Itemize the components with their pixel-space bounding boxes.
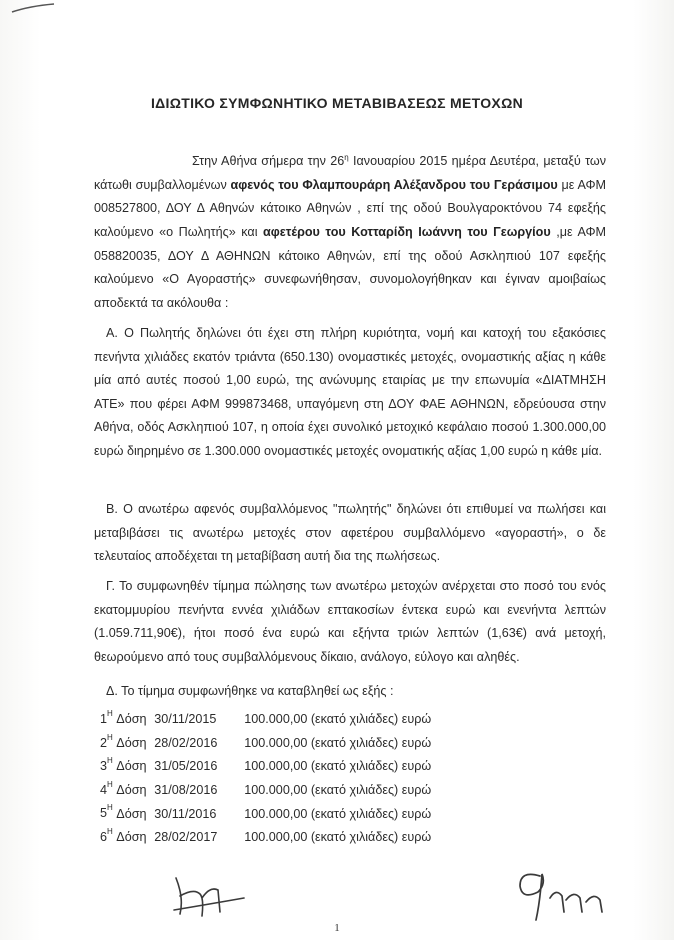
seller-name: αφενός του Φλαμπουράρη Αλέξανδρου του Γεράσιμου xyxy=(230,177,558,192)
installment-label: Δόση xyxy=(116,712,147,727)
installment-number: 6 xyxy=(100,830,108,845)
installment-number: 3 xyxy=(100,759,108,774)
installment-amount: 100.000,00 (εκατό χιλιάδες) ευρώ xyxy=(244,735,432,750)
installment-number: 4 xyxy=(100,782,108,797)
installment-amount: 100.000,00 (εκατό χιλιάδες) ευρώ xyxy=(244,712,432,727)
installment-sup: Η xyxy=(107,756,113,766)
installment-row xyxy=(100,775,431,799)
buyer-signature xyxy=(510,862,620,924)
clause-b-text: Β. Ο ανωτέρω αφενός συμβαλλόμενος "πωλητής" δηλώνει ότι επιθυμεί να πωλήσει και μεταβιβάσει τις ανωτέρω μετοχές στον αφετέρου συμβαλλόμενο «αγοραστή», ο δε τελευταίος αποδέχεται τη μεταβίβαση αυτή δια της πωλήσεως. xyxy=(94,502,606,564)
installment-sup: Η xyxy=(107,779,113,789)
installment-label: Δόση xyxy=(116,806,147,821)
installment-sup: Η xyxy=(107,826,113,836)
page-number: 1 xyxy=(334,922,340,934)
installment-date: 28/02/2016 xyxy=(154,735,218,750)
installment-row xyxy=(100,798,431,822)
intro-text-1: Στην Αθήνα σήμερα την 26 xyxy=(192,154,345,169)
document-title: ΙΔΙΩΤΙΚΟ ΣΥΜΦΩΝΗΤΙΚΟ ΜΕΤΑΒΙΒΑΣΕΩΣ ΜΕΤΟΧΩΝ xyxy=(150,95,524,111)
installment-date: 31/05/2016 xyxy=(154,759,218,774)
clause-c xyxy=(94,575,606,669)
clause-d-text: Δ. Το τίμημα συμφωνήθηκε να καταβληθεί ως εξής : xyxy=(106,684,394,698)
installment-amount: 100.000,00 (εκατό χιλιάδες) ευρώ xyxy=(244,759,432,774)
installment-row xyxy=(100,704,431,728)
intro-text-4: ,με ΑΦΜ 058820035, ΔΟΥ Δ ΑΘΗΝΩΝ κάτοικο Αθηνών, επί της οδού Ασκληπιού 107 εφεξής καλούμενο «Ο Αγοραστής» συνεφωνήθησαν, συνομολογήθηκαν και έγιναν αμοιβαίως αποδεκτά τα ακόλουθα : xyxy=(94,224,607,310)
clause-d xyxy=(94,680,606,704)
clause-a xyxy=(94,322,606,464)
installments-list xyxy=(100,704,431,846)
installment-label: Δόση xyxy=(116,782,147,797)
intro-sup: η xyxy=(344,153,349,162)
installment-sup: Η xyxy=(107,732,113,742)
intro-text-3: με ΑΦΜ 008527800, ΔΟΥ Δ Αθηνών κάτοικο Αθηνών , επί της οδού Βουλγαροκτόνου 74 εφεξής καλούμενο «ο Πωλητής» και xyxy=(94,177,607,239)
clause-c-text: Γ. Το συμφωνηθέν τίμημα πώλησης των ανωτέρω μετοχών ανέρχεται στο ποσό του ενός εκατομμυρίου πενήντα εννέα χιλιάδων επτακοσίων έντεκα ευρώ και ενενήντα λεπτών (1.059.711,90€), ήτοι ποσό ένα ευρώ και εξήντα τριών λεπτών (1,63€) ανά μετοχή, θεωρούμενο από τους συμβαλλόμενους δίκαιο, ανάλογο, εύλογο και αληθές. xyxy=(94,579,606,664)
installment-label: Δόση xyxy=(116,830,147,845)
installment-amount: 100.000,00 (εκατό χιλιάδες) ευρώ xyxy=(244,830,432,845)
clause-a-text: Α. Ο Πωλητής δηλώνει ότι έχει στη πλήρη κυριότητα, νομή και κατοχή του εξακόσιες πενήντα χιλιάδες εκατόν τριάντα (650.130) ονομαστικές μετοχές, ονομαστικής αξίας η κάθε μία από αυτές ποσού 1,00 ευρώ, της ανώνυμης εταιρίας με την επωνυμία «ΔΙΑΤΜΗΣΗ ΑΤΕ» που φέρει ΑΦΜ 999873468, υπαγόμενη στη ΔΟΥ ΦΑΕ ΑΘΗΝΩΝ, εδρεύουσα στην Αθήνα, οδός Ασκληπιού 107, η οποία έχει συνολικό μετοχικό κεφάλαιο ποσού 1.300.000,00 ευρώ διηρημένο σε 1.300.000 ονομαστικές μετοχές ονοματικής αξίας 1,00 ευρώ η κάθε μία. xyxy=(94,326,606,458)
installment-number: 1 xyxy=(100,712,108,727)
installment-amount: 100.000,00 (εκατό χιλιάδες) ευρώ xyxy=(244,806,432,821)
installment-date: 30/11/2016 xyxy=(154,806,217,821)
installment-number: 2 xyxy=(100,735,108,750)
intro-paragraph xyxy=(94,146,606,315)
clause-b xyxy=(94,498,606,569)
installment-row xyxy=(100,728,431,752)
installment-label: Δόση xyxy=(116,759,147,774)
installment-label: Δόση xyxy=(116,735,147,750)
installment-sup: Η xyxy=(107,803,113,813)
installment-date: 31/08/2016 xyxy=(154,782,218,797)
installment-sup: Η xyxy=(107,709,113,718)
installment-row xyxy=(100,751,431,775)
installment-date: 28/02/2017 xyxy=(154,830,218,845)
installment-row xyxy=(100,822,431,846)
buyer-name: αφετέρου του Κοτταρίδη Ιωάννη του Γεωργίου xyxy=(263,224,551,239)
installment-amount: 100.000,00 (εκατό χιλιάδες) ευρώ xyxy=(244,782,432,797)
seller-signature xyxy=(170,868,250,922)
installment-number: 5 xyxy=(100,806,108,821)
pen-mark xyxy=(10,2,56,16)
installment-date: 30/11/2015 xyxy=(154,712,217,727)
intro-text-2: Ιανουαρίου 2015 ημέρα Δευτέρα, μεταξύ των κάτωθι συμβαλλομένων xyxy=(94,154,606,192)
